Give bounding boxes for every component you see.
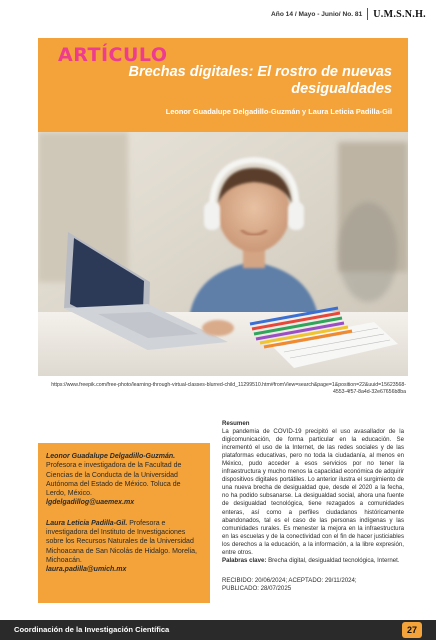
article-photo bbox=[38, 132, 408, 376]
issue-info: Año 14 / Mayo - Junio/ No. 81 bbox=[271, 10, 363, 18]
author-2-bio: Profesora e investigadora del Instituto de Investigaciones sobre los Recursos Naturales de la Universidad Michoacana de San Nicolás de Hidalgo. Morelia, Michoacán. bbox=[46, 519, 197, 564]
abstract bbox=[222, 420, 404, 593]
child-laptop-photo bbox=[38, 132, 408, 376]
masthead bbox=[271, 8, 426, 20]
keywords-list: Brecha digital, desigualdad tecnológica, Internet. bbox=[266, 556, 400, 564]
section-label: ARTÍCULO bbox=[58, 44, 168, 66]
masthead-divider bbox=[367, 8, 368, 20]
article-authors: Leonor Guadalupe Delgadillo-Guzmán y Laura Leticia Padilla-Gil bbox=[165, 107, 392, 116]
keywords bbox=[222, 557, 404, 565]
author-1-email[interactable]: lgdelgadillog@uaemex.mx bbox=[46, 499, 135, 507]
author-1 bbox=[46, 452, 202, 508]
footer-bar bbox=[0, 620, 436, 640]
page-number: 27 bbox=[402, 622, 422, 638]
photo-caption-url[interactable]: https://www.freepik.com/free-photo/learning-through-virtual-classes-blurred-child_11299510.htm#fromView=search&page=1&position=22&uuid=15623568-4553-4f57-8a4d-32e67656b8ba bbox=[51, 382, 406, 396]
received-accepted-date: RECIBIDO: 20/06/2024; ACEPTADO: 29/11/2024; bbox=[222, 576, 357, 584]
author-1-bio: Profesora e investigadora de la Facultad de Ciencias de la Conducta de la Universidad Autónoma del Estado de México. Toluca de Lerdo, México. bbox=[46, 462, 182, 498]
author-2-email[interactable]: laura.padilla@umich.mx bbox=[46, 566, 127, 574]
institution-name: U.M.S.N.H. bbox=[373, 8, 426, 20]
keywords-label: Palabras clave: bbox=[222, 556, 267, 564]
author-2-name: Laura Leticia Padilla-Gil. bbox=[46, 519, 128, 527]
article-title: Brechas digitales: El rostro de nuevas desigualdades bbox=[128, 64, 392, 97]
author-2 bbox=[46, 519, 202, 575]
author-1-name: Leonor Guadalupe Delgadillo-Guzmán. bbox=[46, 453, 176, 460]
abstract-body: La pandemia de COVID-19 precipitó el uso avasallador de la digicomunicación, de forma particular en la educación. Se incrementó el uso de la Internet, de las redes sociales y de las plataformas educativas, pero no toda la ciudadanía, al menos en México, pudo acceder a esos servicios por no tener la infraestructura y mucho menos la capacidad económica de adquirir dispositivos digitales portátiles. Lo anterior ilustra el surgimiento de una nueva brecha de desigualdad que, desde el 2020 a la fecha, no ha podido subsanarse. La desigualdad social, ahora una fuente de desigualdad tecnológica, tiene rezagados a comunidades enteras, así como a perfiles ciudadanos históricamente abandonados, tal es el caso de las personas indígenas y las comunidades rurales. Es menester la mejora en la infraestructura en las escuelas y de la conectividad con el fin de hacer justiciables los derechos a la educación, a la información, a la libre expresión, entre otros. bbox=[222, 428, 404, 556]
publication-dates bbox=[222, 577, 404, 593]
abstract-heading: Resumen bbox=[222, 420, 250, 427]
footer-label: Coordinación de la Investigación Científica bbox=[14, 625, 170, 634]
published-date: PUBLICADO: 28/07/2025 bbox=[222, 584, 292, 592]
author-box bbox=[38, 443, 210, 603]
